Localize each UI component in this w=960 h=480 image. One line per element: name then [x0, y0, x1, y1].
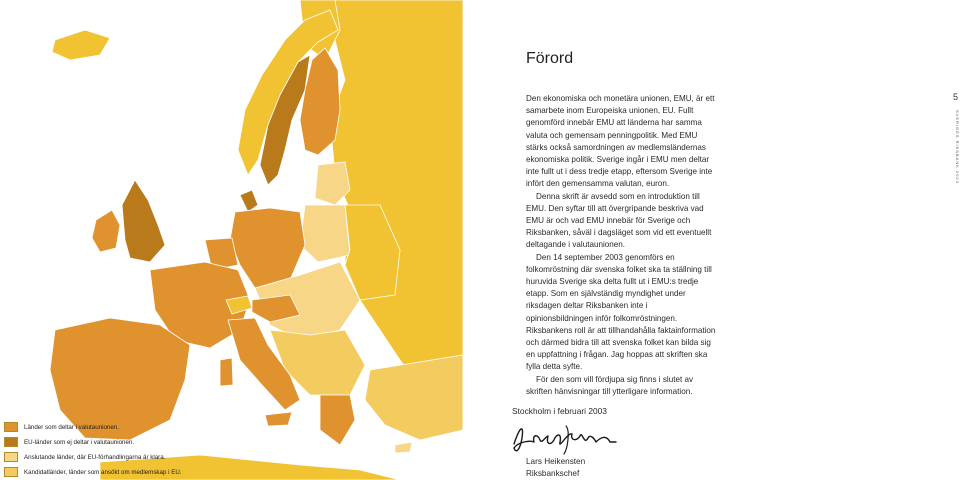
map-region-denmark [240, 190, 258, 212]
map-region-turkey [365, 355, 463, 440]
legend-item [4, 420, 200, 434]
map-region-cyprus [395, 442, 412, 453]
map-region-germany [230, 208, 305, 288]
map-region-greece [320, 395, 355, 445]
map-legend [4, 420, 200, 480]
paragraph: Denna skrift är avsedd som en introduktion till EMU. Den syftar till att övergripande beskriva vad EMU är och vad EMU innebär för Sverige och Riksbanken, såväl i dagsläget som vid ett eventuellt deltagande i valutaunionen. [526, 191, 712, 250]
page-title: Förord [526, 50, 574, 67]
map-region-uk [122, 180, 165, 262]
legend-label: EU-länder som ej deltar i valutaunionen. [24, 438, 135, 446]
legend-label: Länder som deltar i valutaunionen. [24, 423, 119, 431]
legend-swatch [4, 422, 18, 432]
map-region-sicily [265, 412, 292, 426]
legend-swatch [4, 452, 18, 462]
signatory-name: Lars Heikensten [526, 457, 586, 466]
handwritten-signature [510, 420, 620, 456]
map-region-poland [300, 205, 350, 262]
legend-item [4, 465, 200, 479]
legend-swatch [4, 437, 18, 447]
map-region-sardinia [220, 358, 233, 386]
page-number: 5 [953, 92, 959, 102]
signatory-role: Riksbankschef [526, 469, 580, 478]
paragraph: För den som vill fördjupa sig finns i slutet av skriften hänvisningar till ytterligare information. [526, 374, 693, 396]
paragraph: Den 14 september 2003 genomförs en folkomröstning där svenska folket ska ta ställning till huruvida Sverige ska delta fullt ut i EMU:s tredje etapp. Som en självständig myndighet under riksdagen deltar Riksbanken inte i opinionsbildningen inför folkomröstningen. Riksbankens roll är att tillhandahålla faktainformation och därmed bidra till att svenska folket kan bilda sig en uppfattning i frågan. Jag hoppas att skriften ska fylla detta syfte. [526, 252, 716, 372]
running-head: SVERIGES RIKSBANK 2003 [955, 110, 960, 184]
place-date: Stockholm i februari 2003 [512, 406, 607, 416]
legend-item [4, 450, 200, 464]
legend-label: Kandidatländer, länder som ansökt om medlemskap i EU. [24, 468, 182, 476]
paragraph: Den ekonomiska och monetära unionen, EMU, är ett samarbete inom Europeiska unionen, EU. Fullt genomförd innebär EMU att länderna har samma valuta och gemensam penningpolitik. Med EMU stärks också samordningen av medlemsländernas ekonomiska politik. Sverige ingår i EMU men deltar inte fullt ut i dess tredje etapp, eftersom Sverige inte infört den gemensamma valutan, euron. [526, 94, 715, 189]
map-region-ireland [92, 210, 120, 252]
map-region-iceland [52, 30, 110, 60]
legend-label: Anslutande länder, där EU-förhandlingarna är klara. [24, 453, 166, 461]
legend-swatch [4, 467, 18, 477]
europe-map [0, 0, 463, 480]
foreword-body [526, 93, 716, 398]
legend-item [4, 435, 200, 449]
